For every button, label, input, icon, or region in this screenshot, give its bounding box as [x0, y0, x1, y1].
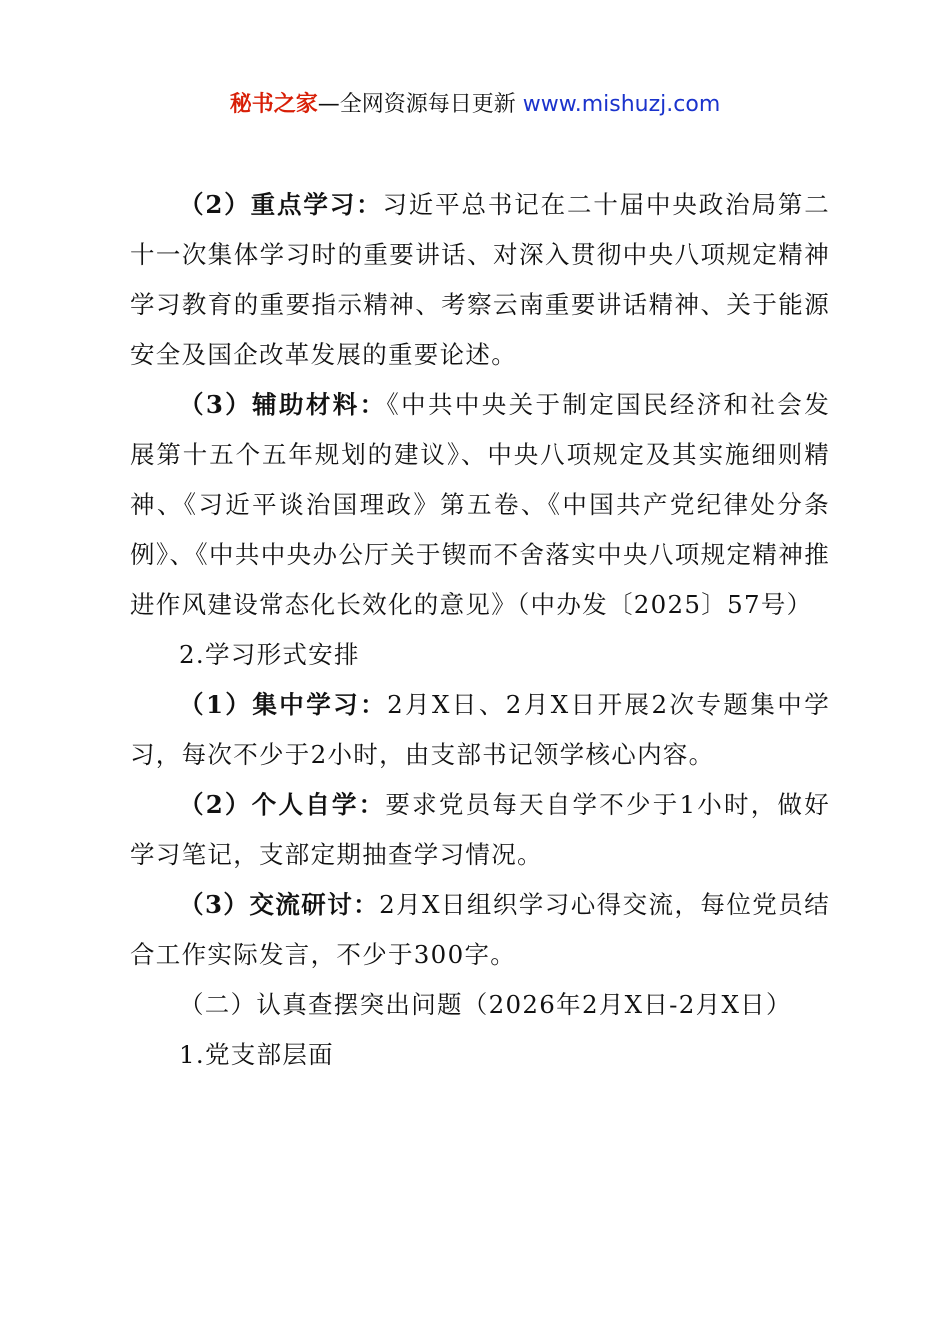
brand-name: 秘书之家 [229, 92, 318, 117]
site-url-link[interactable]: www.mishuzj.com [522, 92, 721, 117]
paragraph-lead: （3）交流研讨： [179, 890, 380, 919]
document-body [130, 180, 830, 1080]
paragraph-text: 2月X日组织学习心得交流，每位党员结合工作实际发言，不少于300字。 [130, 890, 830, 969]
paragraph-self-study [130, 780, 830, 880]
header-slogan: —全网资源每日更新 [317, 92, 516, 117]
section-heading-identify-problems [130, 980, 830, 1030]
paragraph-text: 2月X日、2月X日开展2次专题集中学习，每次不少于2小时，由支部书记领学核心内容。 [130, 690, 831, 769]
paragraph-supporting-materials [130, 380, 830, 630]
paragraph-lead: （2）个人自学： [179, 790, 386, 819]
paragraph-text: 2.学习形式安排 [179, 640, 360, 669]
paragraph-text: 《中共中央关于制定国民经济和社会发展第十五个五年规划的建议》、中央八项规定及其实施细则精神、《习近平谈治国理政》第五卷、《中国共产党纪律处分条例》、《中共中央办公厅关于锲而不舍落实中央八项规定精神推进作风建设常态化长效化的意见》（中办发〔2025〕57号） [130, 390, 830, 619]
paragraph-text: 1.党支部层面 [179, 1040, 334, 1069]
site-header [0, 88, 950, 122]
paragraph-lead: （2）重点学习： [179, 190, 383, 219]
paragraph-text: 要求党员每天自学不少于1小时，做好学习笔记，支部定期抽查学习情况。 [130, 790, 830, 869]
paragraph-text: （二）认真查摆突出问题（2026年2月X日-2月X日） [179, 990, 792, 1019]
section-heading-study-format [130, 630, 830, 680]
paragraph-lead: （1）集中学习： [179, 690, 388, 719]
paragraph-centralized-study [130, 680, 830, 780]
paragraph-discussion [130, 880, 830, 980]
paragraph-lead: （3）辅助材料： [179, 390, 387, 419]
paragraph-key-study [130, 180, 830, 380]
paragraph-text: 习近平总书记在二十届中央政治局第二十一次集体学习时的重要讲话、对深入贯彻中央八项规定精神学习教育的重要指示精神、考察云南重要讲话精神、关于能源安全及国企改革发展的重要论述。 [130, 190, 830, 369]
section-heading-branch-level [130, 1030, 830, 1080]
